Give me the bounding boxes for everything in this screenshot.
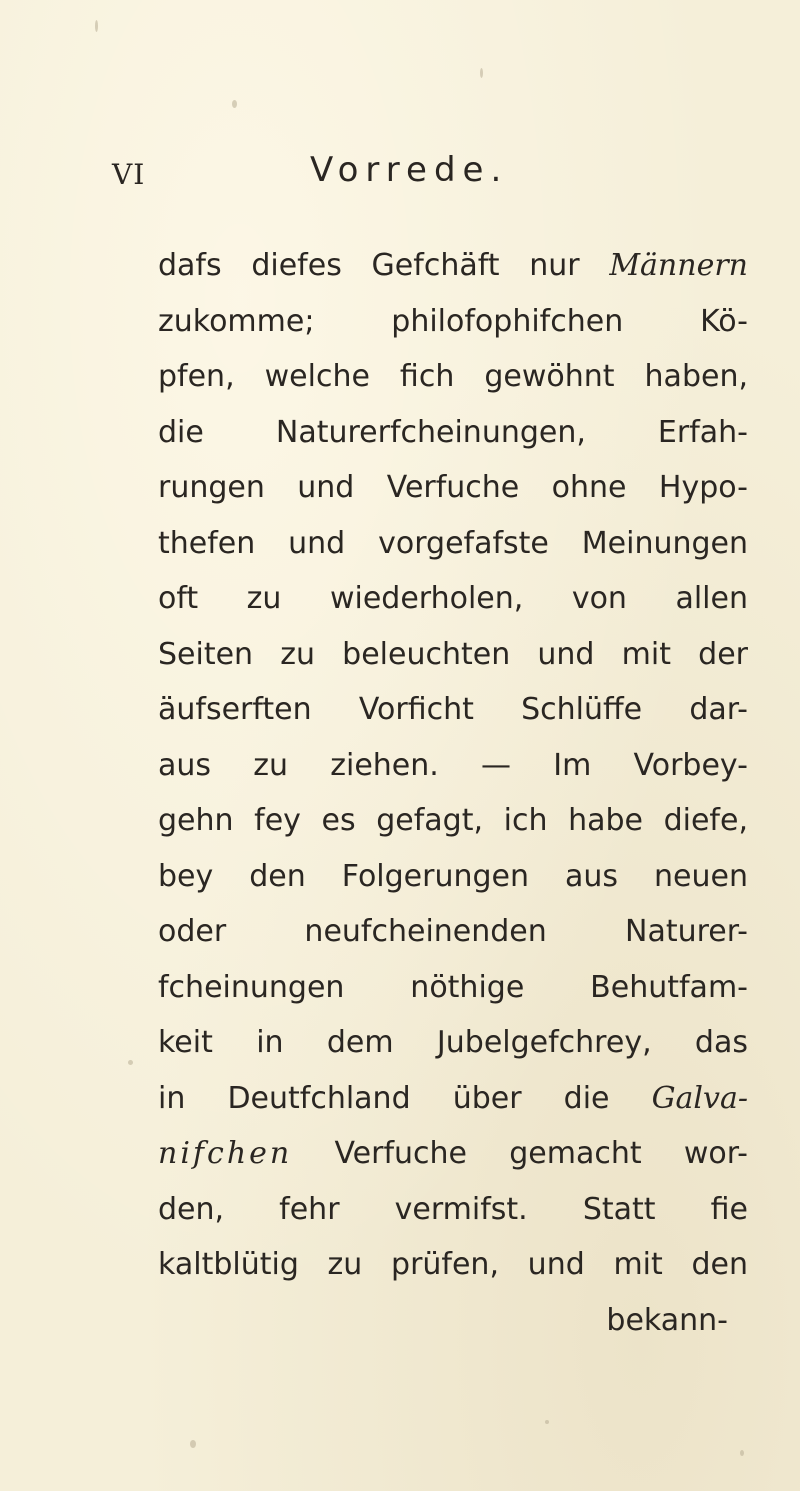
page-header	[112, 150, 712, 200]
text-line: den, fehr vermifst. Statt fie	[158, 1191, 748, 1227]
text-line: oder neufcheinenden Naturer-	[158, 914, 748, 949]
text-line: thefen und vorgefafste Meinungen	[158, 525, 748, 561]
body-text	[158, 238, 748, 1348]
text-line: nifchen Verfuche gemacht wor-	[158, 1136, 748, 1171]
text-line: gehn fey es gefagt, ich habe diefe,	[158, 803, 748, 838]
text-line: rungen und Verfuche ohne Hypo-	[158, 470, 748, 505]
text-line: in Deutfchland über die Galva-	[158, 1080, 748, 1116]
paper-speck	[190, 1440, 196, 1448]
paper-speck	[545, 1420, 549, 1424]
emphasis: nifchen	[158, 1136, 293, 1171]
paper-speck	[740, 1450, 744, 1456]
text-line: aus zu ziehen. — Im Vorbey-	[158, 747, 748, 783]
emphasis: Männern	[609, 248, 748, 283]
text-line: äufserften Vorficht Schlüffe dar-	[158, 692, 748, 727]
paper-speck	[232, 100, 237, 108]
page-number: VI	[112, 158, 146, 191]
text-line: die Naturerfcheinungen, Erfah-	[158, 414, 748, 450]
text-line: zukomme; philofophifchen Kö-	[158, 303, 748, 339]
text-line: dafs diefes Gefchäft nur Männern	[158, 248, 748, 283]
paper-speck	[128, 1060, 133, 1065]
text-line: kaltblütig zu prüfen, und mit den	[158, 1247, 748, 1282]
text-line: fcheinungen nöthige Behutfam-	[158, 969, 748, 1005]
text-line: oft zu wiederholen, von allen	[158, 581, 748, 616]
text-line: keit in dem Jubelgefchrey, das	[158, 1025, 748, 1060]
text-line: pfen, welche fich gewöhnt haben,	[158, 359, 748, 394]
catchword: bekann-	[606, 1302, 728, 1338]
paper-speck	[95, 20, 98, 32]
emphasis: Galva-	[651, 1080, 748, 1116]
text-line: bey den Folgerungen aus neuen	[158, 858, 748, 894]
text-line: Seiten zu beleuchten und mit der	[158, 636, 748, 672]
paper-speck	[480, 68, 483, 78]
running-title: Vorrede.	[310, 150, 509, 190]
